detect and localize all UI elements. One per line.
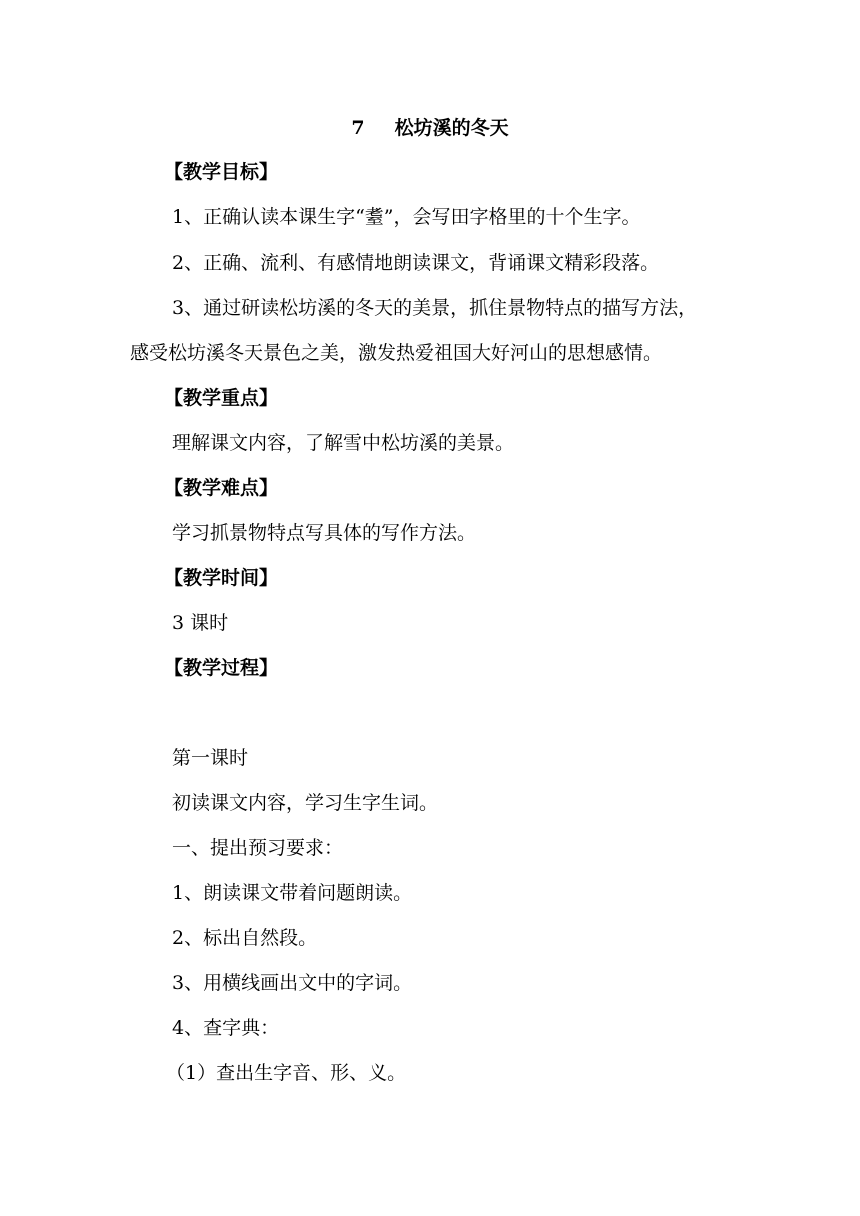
- objectives-heading: 【教学目标】: [164, 161, 279, 183]
- requirement-item-1: 1、朗读课文带着问题朗读。: [172, 882, 413, 904]
- lesson-one-heading: 第一课时: [172, 747, 249, 769]
- difficulties-text: 学习抓景物特点写具体的写作方法。: [172, 522, 477, 544]
- lesson-one-goal: 初读课文内容，学习生字生词。: [172, 792, 439, 814]
- difficulties-heading: 【教学难点】: [164, 477, 279, 499]
- objective-item-3-line-1: 3、通过研读松坊溪的冬天的美景，抓住景物特点的描写方法，: [172, 297, 698, 319]
- step-one: 一、提出预习要求：: [172, 837, 344, 859]
- key-points-text: 理解课文内容，了解雪中松坊溪的美景。: [172, 432, 515, 454]
- requirement-item-4-sub-1: （1）查出生字音、形、义。: [166, 1062, 407, 1084]
- requirement-item-2: 2、标出自然段。: [172, 927, 318, 949]
- process-heading: 【教学过程】: [164, 657, 279, 679]
- document-title: [0, 116, 860, 140]
- objective-item-2: 2、正确、流利、有感情地朗读课文，背诵课文精彩段落。: [172, 252, 660, 274]
- title-number: 7: [351, 117, 365, 139]
- requirement-item-4: 4、查字典：: [172, 1017, 280, 1039]
- objective-item-3-line-2: 感受松坊溪冬天景色之美，激发热爱祖国大好河山的思想感情。: [130, 342, 663, 364]
- title-text: 松坊溪的冬天: [394, 117, 509, 139]
- objective-item-1: 1、正确认读本课生字“耋”，会写田字格里的十个生字。: [172, 206, 641, 228]
- key-points-heading: 【教学重点】: [164, 387, 279, 409]
- time-heading: 【教学时间】: [164, 567, 279, 589]
- time-text: 3 课时: [172, 612, 229, 634]
- requirement-item-3: 3、用横线画出文中的字词。: [172, 972, 413, 994]
